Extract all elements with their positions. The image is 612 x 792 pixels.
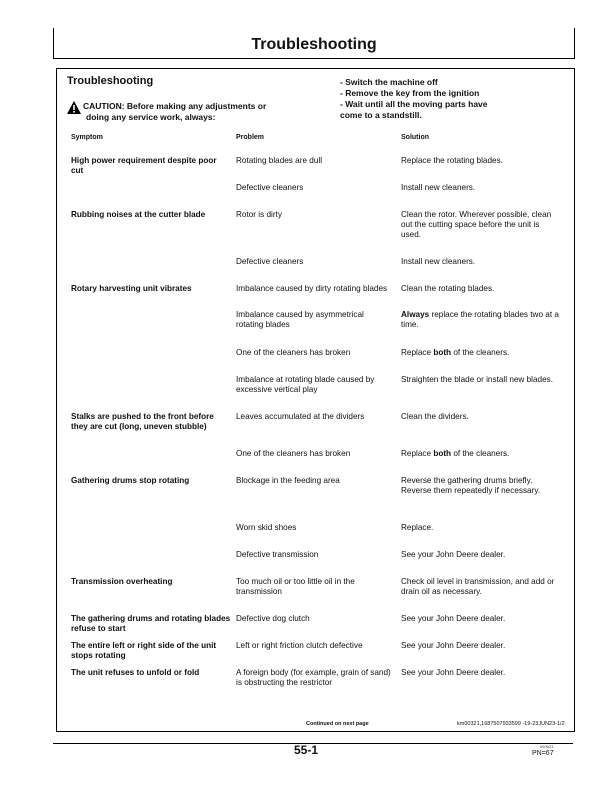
small-code: 050523 — [540, 744, 554, 749]
symptom-cell: The gathering drums and rotating blades refuse to start — [71, 614, 231, 633]
solution-cell: Install new cleaners. — [401, 183, 476, 192]
symptom-cell: Rubbing noises at the cutter blade — [71, 210, 206, 219]
continued-note: Continued on next page — [306, 721, 369, 727]
solution-emphasis: both — [433, 348, 452, 357]
caution-line-2: doing any service work, always: — [86, 112, 216, 122]
column-header-problem: Problem — [236, 134, 265, 141]
pn-label: PN=67 — [532, 750, 554, 757]
page-number: 55-1 — [293, 743, 319, 757]
solution-cell: Clean the rotating blades. — [401, 284, 495, 293]
problem-cell: Defective cleaners — [236, 257, 304, 266]
problem-cell: One of the cleaners has broken — [236, 449, 351, 458]
solution-cell: Install new cleaners. — [401, 257, 476, 266]
solution-cell: See your John Deere dealer. — [401, 668, 506, 677]
symptom-cell: High power requirement despite poor cut — [71, 156, 217, 175]
problem-cell: Imbalance caused by dirty rotating blades — [236, 284, 388, 293]
solution-cell: See your John Deere dealer. — [401, 614, 506, 623]
step-item: - Switch the machine off — [340, 77, 438, 87]
symptom-cell: Rotary harvesting unit vibrates — [71, 284, 192, 293]
symptom-cell: Stalks are pushed to the front before they are cut (long, uneven stubble) — [71, 412, 214, 431]
symptom-cell: Gathering drums stop rotating — [71, 476, 190, 485]
symptom-cell: Transmission overheating — [71, 577, 173, 586]
solution-cell: Reverse the gathering drums briefly. Reverse them repeatedly if necessary. — [401, 476, 541, 495]
step-item: come to a standstill. — [340, 110, 422, 120]
problem-cell: Rotor is dirty — [236, 210, 282, 219]
problem-cell: Left or right friction clutch defective — [236, 641, 363, 650]
solution-cell — [401, 449, 561, 459]
step-item: - Wait until all the moving parts have — [340, 99, 488, 109]
problem-cell: Defective dog clutch — [236, 614, 310, 623]
solution-text: replace the rotating blades two at a time. — [401, 310, 559, 329]
solution-cell: Replace. — [401, 523, 434, 532]
solution-cell: See your John Deere dealer. — [401, 641, 506, 650]
document-code: km00321,1687507933599 -19-23JUN23-1/2 — [457, 721, 565, 727]
solution-cell: Clean the dividers. — [401, 412, 469, 421]
problem-cell: Imbalance caused by asymmetrical rotating blades — [236, 310, 364, 329]
solution-text: Replace — [401, 449, 434, 458]
problem-cell: Defective transmission — [236, 550, 319, 559]
solution-cell — [401, 310, 561, 330]
symptom-cell: The unit refuses to unfold or fold — [71, 668, 200, 677]
section-title: Troubleshooting — [67, 75, 154, 87]
step-item: - Remove the key from the ignition — [340, 88, 480, 98]
solution-text: of the cleaners. — [451, 449, 510, 458]
page-title: Troubleshooting — [251, 36, 377, 53]
safety-steps — [340, 77, 488, 121]
problem-cell: Rotating blades are dull — [236, 156, 323, 165]
content-frame — [56, 68, 575, 732]
solution-text: of the cleaners. — [451, 348, 510, 357]
solution-cell — [401, 348, 561, 358]
problem-cell: A foreign body (for example, grain of sand) is obstructing the restrictor — [236, 668, 391, 687]
problem-cell: One of the cleaners has broken — [236, 348, 351, 357]
column-header-solution: Solution — [401, 134, 429, 141]
column-header-symptom: Symptom — [71, 134, 103, 141]
page-header — [53, 28, 575, 59]
solution-cell: Replace the rotating blades. — [401, 156, 503, 165]
problem-cell: Defective cleaners — [236, 183, 304, 192]
solution-emphasis: both — [433, 449, 452, 458]
solution-cell: Straighten the blade or install new blades. — [401, 375, 554, 384]
problem-cell: Imbalance at rotating blade caused by excessive vertical play — [236, 375, 375, 394]
problem-cell: Leaves accumulated at the dividers — [236, 412, 365, 421]
symptom-cell: The entire left or right side of the unit stops rotating — [71, 641, 217, 660]
problem-cell: Blockage in the feeding area — [236, 476, 340, 485]
problem-cell: Worn skid shoes — [236, 523, 297, 532]
problem-cell: Too much oil or too little oil in the transmission — [236, 577, 355, 596]
solution-text: Replace — [401, 348, 434, 357]
warning-icon — [67, 101, 81, 114]
solution-emphasis: Always — [401, 310, 430, 319]
solution-cell: Check oil level in transmission, and add or drain oil as necessary. — [401, 577, 555, 596]
caution-line-1: CAUTION: Before making any adjustments or — [83, 101, 267, 111]
solution-cell: Clean the rotor. Wherever possible, clean out the cutting space before the unit is used. — [401, 210, 552, 239]
solution-cell: See your John Deere dealer. — [401, 550, 506, 559]
